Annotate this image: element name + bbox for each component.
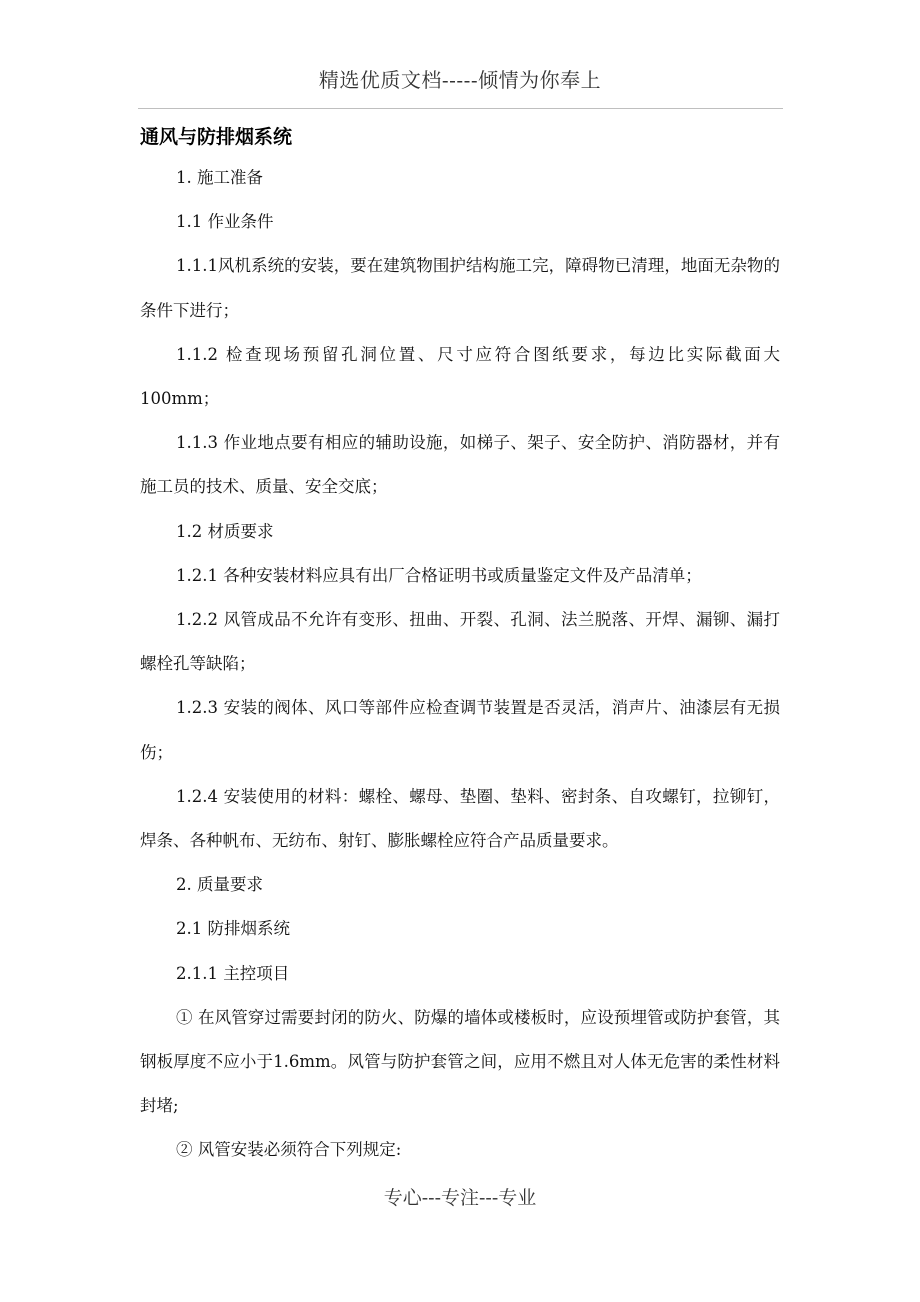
- document-body: [140, 156, 780, 1173]
- paragraph-item-1: ① 在风管穿过需要封闭的防火、防爆的墙体或楼板时，应设预埋管或防护套管，其钢板厚度不应小于1.6mm。风管与防护套管之间，应用不燃且对人体无危害的柔性材料封堵;: [140, 1007, 780, 1116]
- paragraph-section-2-1: 2.1 防排烟系统: [176, 919, 290, 939]
- document-title: 通风与防排烟系统: [140, 126, 293, 148]
- paragraph-1-2-3: 1.2.3 安装的阀体、风口等部件应检查调节装置是否灵活，消声片、油漆层有无损伤；: [140, 698, 780, 762]
- page-footer: 专心---专注---专业: [383, 1187, 537, 1209]
- paragraph-section-2: 2. 质量要求: [176, 875, 263, 895]
- paragraph-section-1-2: 1.2 材质要求: [176, 521, 274, 541]
- paragraph-1-1-2: 1.1.2 检查现场预留孔洞位置、尺寸应符合图纸要求，每边比实际截面大100mm；: [140, 344, 780, 409]
- paragraph-2-1-1: 2.1.1 主控项目: [176, 963, 290, 983]
- paragraph-section-1: 1. 施工准备: [176, 168, 263, 187]
- paragraph-item-2: ② 风管安装必须符合下列规定:: [176, 1140, 402, 1160]
- paragraph-1-2-4: 1.2.4 安装使用的材料：螺栓、螺母、垫圈、垫料、密封条、自攻螺钉，拉铆钉，焊条、各种帆布、无纺布、射钉、膨胀螺栓应符合产品质量要求。: [140, 786, 780, 851]
- paragraph-1-1-3: 1.1.3 作业地点要有相应的辅助设施，如梯子、架子、安全防护、消防器材，并有施工员的技术、质量、安全交底；: [140, 433, 780, 497]
- paragraph-1-1-1: 1.1.1风机系统的安装，要在建筑物围护结构施工完，障碍物已清理，地面无杂物的条件下进行；: [140, 256, 780, 320]
- page-header: 精选优质文档-----倾情为你奉上: [318, 68, 602, 92]
- paragraph-1-2-1: 1.2.1 各种安装材料应具有出厂合格证明书或质量鉴定文件及产品清单；: [176, 565, 702, 585]
- paragraph-section-1-1: 1.1 作业条件: [176, 212, 274, 232]
- header-divider: [138, 108, 783, 109]
- paragraph-1-2-2: 1.2.2 风管成品不允许有变形、扭曲、开裂、孔洞、法兰脱落、开焊、漏铆、漏打螺栓孔等缺陷；: [140, 610, 780, 674]
